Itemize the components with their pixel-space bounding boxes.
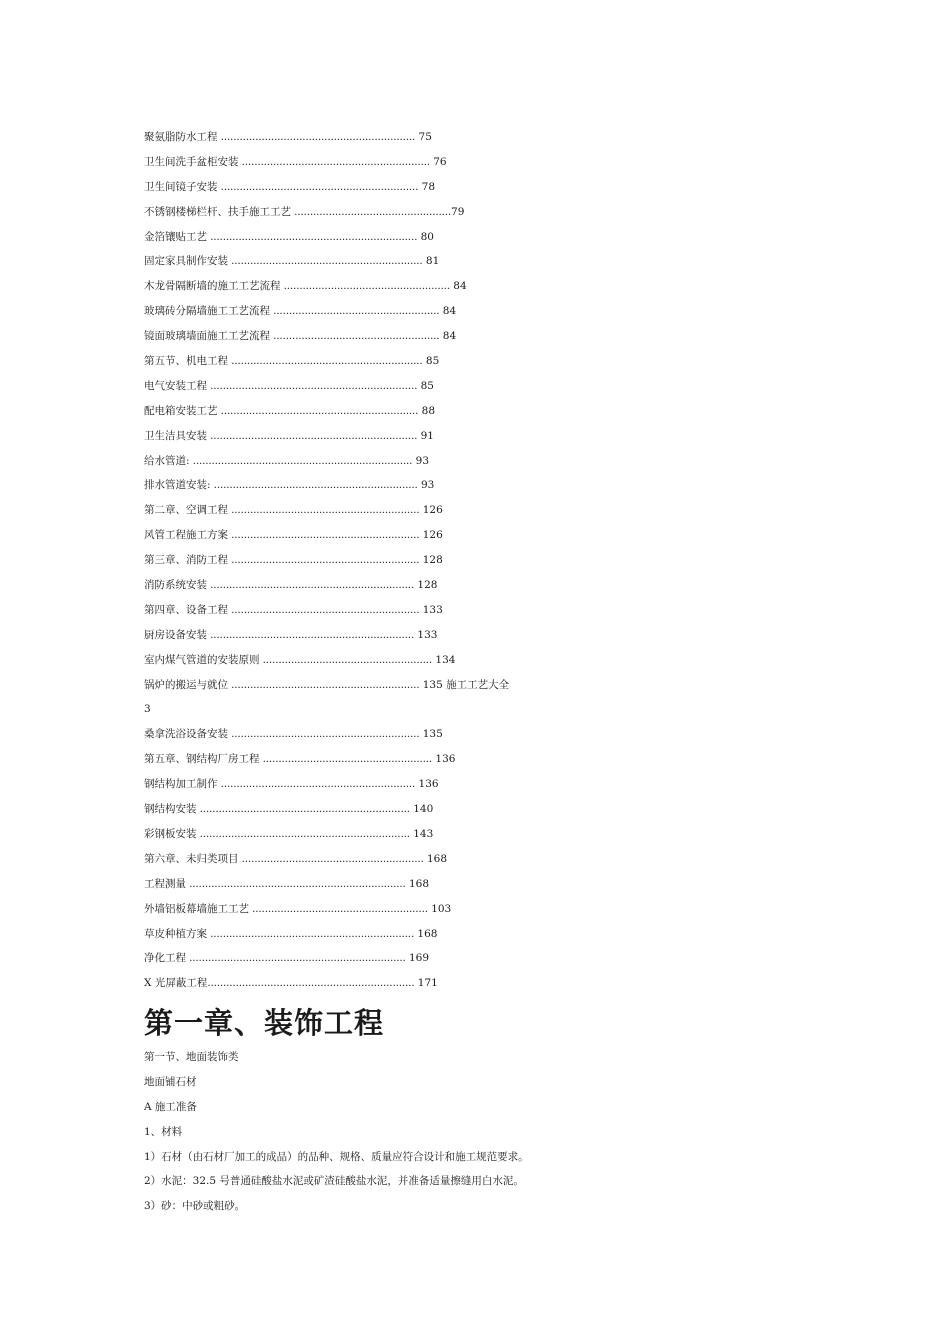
toc-entry-page: 93 — [412, 454, 430, 467]
toc-entry-leader: .................................................................. — [207, 230, 418, 243]
toc-entry-leader: ............................................................ — [228, 603, 420, 616]
toc-entry-title: 给水管道: — [144, 454, 190, 467]
toc-entry-title: 电气安装工程 — [144, 379, 207, 392]
toc-entry-title: 外墙铝板幕墙施工工艺 — [144, 902, 249, 915]
toc-entry[interactable] — [144, 474, 744, 499]
body-paragraph: 地面铺石材 — [144, 1075, 197, 1088]
toc-entry-page: 169 — [405, 952, 430, 965]
toc-entry-title: 消防系统安装 — [144, 579, 207, 592]
toc-entry-title: 配电箱安装工艺 — [144, 404, 218, 417]
toc-entry[interactable] — [144, 201, 744, 226]
toc-entry-leader: .......................................................... — [238, 852, 424, 865]
toc-entry-title: 第五章、钢结构厂房工程 — [144, 753, 260, 766]
toc-entry[interactable] — [144, 425, 744, 450]
toc-entry-title: 第二章、空调工程 — [144, 504, 228, 517]
toc-entry-title: 厨房设备安装 — [144, 628, 207, 641]
toc-entry-page: 78 — [418, 180, 436, 193]
toc-entry-leader: ................................................................... — [196, 803, 410, 816]
toc-entry-leader: ................................................................. — [210, 479, 418, 492]
toc-entry-leader: .............................................................. — [217, 778, 416, 791]
toc-entry[interactable] — [144, 698, 744, 723]
toc-entry-page: 76 — [429, 155, 447, 168]
toc-entry[interactable] — [144, 848, 744, 873]
toc-entry-leader: ............................................................ — [228, 504, 420, 517]
toc-entry-title: 固定家具制作安装 — [144, 255, 228, 268]
toc-entry-page: 135 施工工艺大全 — [419, 678, 510, 691]
toc-entry-page: 133 — [419, 603, 443, 616]
toc-entry-title: X 光屏蔽工程 — [144, 977, 208, 990]
toc-entry-page: 168 — [423, 852, 448, 865]
toc-entry[interactable] — [144, 898, 744, 923]
toc-entry-title: 金箔镶贴工艺 — [144, 230, 207, 243]
toc-entry[interactable] — [144, 350, 744, 375]
toc-entry-leader: ............................................................ — [238, 155, 430, 168]
toc-entry[interactable] — [144, 873, 744, 898]
toc-entry-title: 第三章、消防工程 — [144, 554, 228, 567]
toc-entry[interactable] — [144, 499, 744, 524]
toc-entry[interactable] — [144, 972, 744, 997]
toc-entry-page: 85 — [422, 355, 440, 368]
toc-entry-leader: ................................................................. — [207, 927, 415, 940]
toc-entry-title: 桑拿洗浴设备安装 — [144, 728, 228, 741]
toc-entry-leader: ................................................................. — [207, 628, 415, 641]
toc-entry-title: 风管工程施工方案 — [144, 529, 228, 542]
toc-entry-title: 镜面玻璃墙面施工工艺流程 — [144, 330, 270, 343]
toc-entry[interactable] — [144, 450, 744, 475]
toc-entry-leader: .................................................................. — [207, 429, 418, 442]
toc-entry-leader: ............................................................ — [228, 678, 420, 691]
toc-entry-title: 卫生间洗手盆柜安装 — [144, 155, 239, 168]
toc-entry-page: 84 — [439, 305, 457, 318]
toc-entry-leader: ............................................................ — [228, 529, 420, 542]
toc-entry[interactable] — [144, 823, 744, 848]
toc-entry[interactable] — [144, 375, 744, 400]
toc-entry-page: 140 — [409, 803, 434, 816]
toc-entry-page: 80 — [417, 230, 434, 243]
toc-entry-title: 3 — [144, 703, 151, 716]
toc-entry-page: 103 — [427, 902, 452, 915]
toc-entry-page: 79 — [451, 205, 465, 218]
toc-entry-leader: .................................................................. — [207, 977, 415, 990]
toc-entry-page: 128 — [419, 554, 443, 567]
toc-entry-page: 143 — [409, 827, 434, 840]
toc-entry[interactable] — [144, 748, 744, 773]
body-paragraph: 1、材料 — [144, 1125, 183, 1138]
toc-entry-page: 126 — [419, 529, 443, 542]
toc-entry[interactable] — [144, 947, 744, 972]
toc-entry[interactable] — [144, 649, 744, 674]
toc-entry-leader: .................................................. — [291, 205, 452, 218]
toc-entry[interactable] — [144, 275, 744, 300]
toc-entry-title: 钢结构加工制作 — [144, 778, 218, 791]
toc-entry-page: 93 — [417, 479, 435, 492]
toc-entry-title: 第五节、机电工程 — [144, 355, 228, 368]
toc-entry[interactable] — [144, 250, 744, 275]
toc-entry-page: 128 — [414, 579, 438, 592]
toc-entry-leader: ...................................................... — [259, 753, 433, 766]
toc-entry[interactable] — [144, 176, 744, 201]
toc-entry[interactable] — [144, 624, 744, 649]
toc-entry-page: 135 — [419, 728, 443, 741]
toc-entry-leader: ..................................................................... — [186, 877, 406, 890]
toc-entry[interactable] — [144, 126, 744, 151]
toc-entry-page: 171 — [414, 977, 438, 990]
table-of-contents — [144, 126, 744, 997]
toc-entry-title: 卫生间镜子安装 — [144, 180, 218, 193]
toc-entry-leader: ............................................................... — [217, 180, 419, 193]
toc-entry[interactable] — [144, 674, 744, 699]
toc-entry-leader: ..................................................... — [270, 330, 440, 343]
toc-entry-leader: ............................................................... — [217, 404, 419, 417]
toc-entry-leader: ............................................................ — [228, 728, 420, 741]
chapter-heading: 第一章、装饰工程 — [144, 1006, 385, 1040]
toc-entry[interactable] — [144, 524, 744, 549]
toc-entry-title: 不锈钢楼梯栏杆、扶手施工工艺 — [144, 205, 291, 218]
body-paragraph: 3）砂：中砂或粗砂。 — [144, 1200, 246, 1213]
body-paragraph: A 施工准备 — [144, 1100, 197, 1113]
toc-entry-title: 卫生洁具安装 — [144, 429, 207, 442]
toc-entry[interactable] — [144, 599, 744, 624]
toc-entry[interactable] — [144, 549, 744, 574]
toc-entry-page: 81 — [422, 255, 440, 268]
toc-entry-page: 85 — [417, 379, 434, 392]
toc-entry[interactable] — [144, 151, 744, 176]
toc-entry-page: 168 — [405, 877, 430, 890]
toc-entry-leader: .............................................................. — [217, 131, 416, 143]
toc-entry[interactable] — [144, 773, 744, 798]
toc-entry-page: 133 — [414, 628, 438, 641]
toc-entry-page: 84 — [439, 330, 457, 343]
toc-entry[interactable] — [144, 400, 744, 425]
toc-entry-leader: ........................................................ — [249, 902, 428, 915]
toc-entry-leader: ............................................................ — [228, 554, 420, 567]
toc-entry-title: 草皮种植方案 — [144, 927, 207, 940]
toc-entry-title: 工程测量 — [144, 877, 186, 890]
toc-entry-page: 75 — [415, 131, 432, 143]
toc-entry-leader: ................................................................... — [196, 827, 410, 840]
toc-entry-leader: ............................................................. — [228, 255, 423, 268]
toc-entry[interactable] — [144, 300, 744, 325]
body-paragraph: 第一节、地面装饰类 — [144, 1051, 239, 1063]
toc-entry-leader: ...................................................................... — [189, 454, 413, 467]
toc-entry[interactable] — [144, 798, 744, 823]
toc-entry[interactable] — [144, 574, 744, 599]
toc-entry[interactable] — [144, 923, 744, 948]
toc-entry-leader: ..................................................... — [280, 280, 450, 293]
toc-entry-title: 彩钢板安装 — [144, 827, 197, 840]
toc-entry-title: 玻璃砖分隔墙施工工艺流程 — [144, 305, 270, 318]
toc-entry-leader: .................................................................. — [207, 379, 418, 392]
toc-entry-leader: ...................................................... — [259, 653, 433, 666]
toc-entry-title: 第四章、设备工程 — [144, 603, 228, 616]
toc-entry-page: 126 — [419, 504, 443, 517]
toc-entry-title: 排水管道安装: — [144, 479, 211, 492]
toc-entry[interactable] — [144, 723, 744, 748]
toc-entry-leader: ..................................................... — [270, 305, 440, 318]
toc-entry-page: 134 — [432, 653, 456, 666]
toc-entry-leader: ................................................................. — [207, 579, 415, 592]
toc-entry[interactable] — [144, 325, 744, 350]
toc-entry[interactable] — [144, 226, 744, 251]
toc-entry-page: 88 — [418, 404, 436, 417]
toc-entry-page: 168 — [414, 927, 438, 940]
toc-entry-title: 钢结构安装 — [144, 803, 197, 816]
toc-entry-title: 锅炉的搬运与就位 — [144, 678, 228, 691]
toc-entry-title: 第六章、未归类项目 — [144, 852, 239, 865]
toc-entry-page: 136 — [432, 753, 456, 766]
body-paragraph: 1）石材（由石材厂加工的成品）的品种、规格、质量应符合设计和施工规范要求。 — [144, 1150, 529, 1163]
toc-entry-leader: ............................................................. — [228, 355, 423, 368]
toc-entry-title: 木龙骨隔断墙的施工工艺流程 — [144, 280, 281, 293]
toc-entry-page: 84 — [449, 280, 467, 293]
toc-entry-page: 91 — [417, 429, 434, 442]
body-paragraph: 2）水泥：32.5 号普通硅酸盐水泥或矿渣硅酸盐水泥，并准备适量擦缝用白水泥。 — [144, 1175, 524, 1188]
toc-entry-page: 136 — [415, 778, 439, 791]
toc-entry-title: 室内煤气管道的安装原则 — [144, 653, 260, 666]
toc-entry-title: 净化工程 — [144, 952, 186, 965]
toc-entry-title: 聚氨脂防水工程 — [144, 131, 218, 143]
toc-entry-leader: ..................................................................... — [186, 952, 406, 965]
body-text — [144, 1046, 844, 1220]
